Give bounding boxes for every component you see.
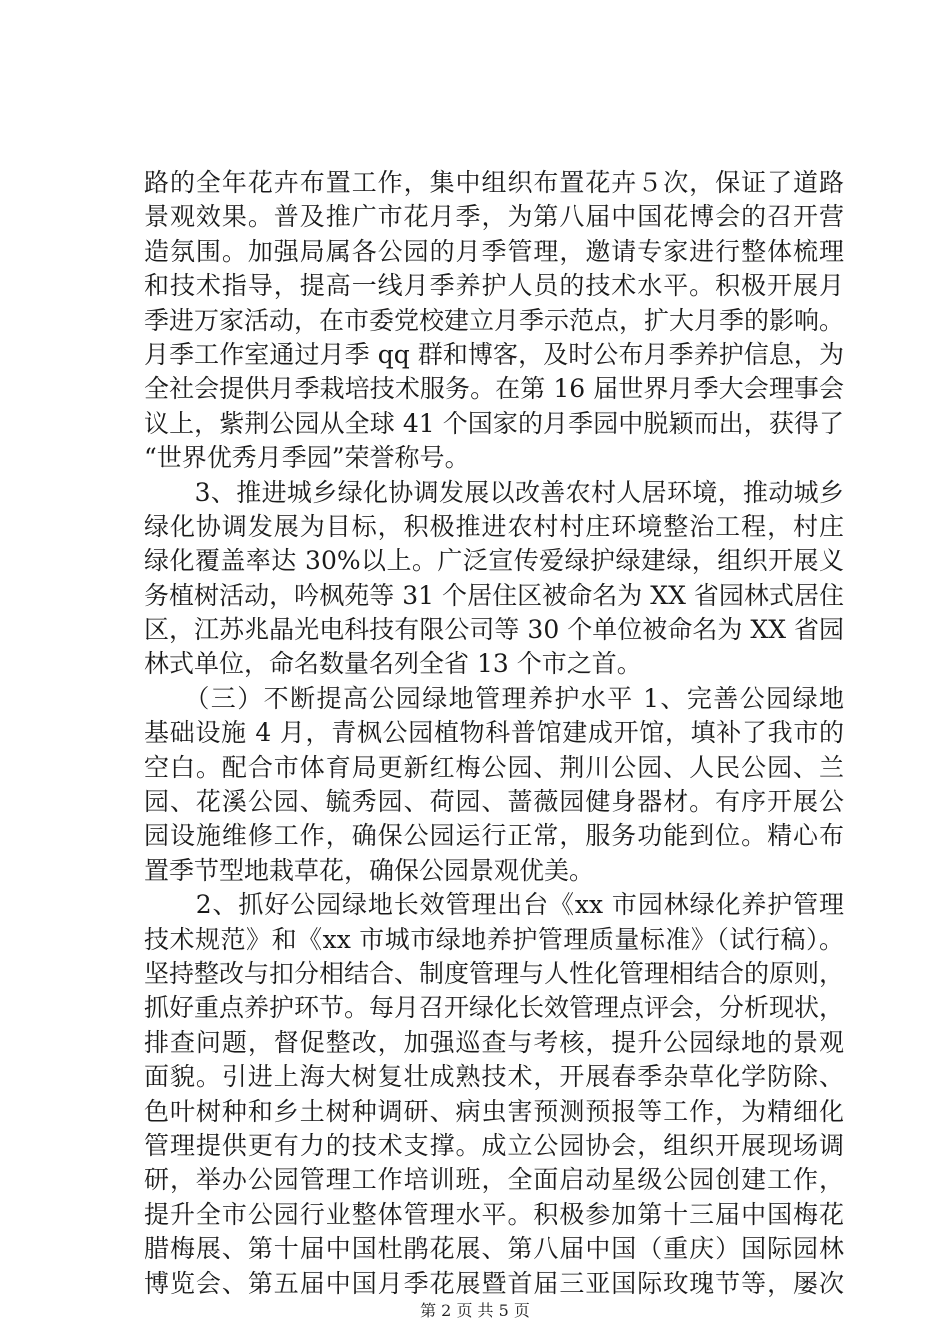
text-line: 园设施维修工作，确保公园运行正常，服务功能到位。精心布: [144, 821, 844, 851]
text-line: 月季工作室通过月季 qq 群和博客，及时公布月季养护信息，为: [144, 339, 844, 369]
text-line: 腊梅展、第十届中国杜鹃花展、第八届中国（重庆）国际园林: [144, 1234, 844, 1264]
text-line: 区，江苏兆晶光电科技有限公司等 30 个单位被命名为 XX 省园: [144, 615, 844, 645]
text-line: 博览会、第五届中国月季花展暨首届三亚国际玫瑰节等，屡次: [144, 1268, 844, 1298]
text-line: “世界优秀月季园”荣誉称号。: [144, 443, 470, 473]
text-line: 绿化覆盖率达 30%以上。广泛宣传爱绿护绿建绿，组织开展义: [144, 546, 844, 576]
text-line: 抓好重点养护环节。每月召开绿化长效管理点评会，分析现状，: [144, 993, 845, 1023]
text-line: 坚持整改与扣分相结合、制度管理与人性化管理相结合的原则，: [144, 958, 845, 988]
text-line: 路的全年花卉布置工作，集中组织布置花卉５次，保证了道路: [144, 168, 844, 197]
text-line: 2、抓好公园绿地长效管理出台《xx 市园林绿化养护管理: [144, 890, 844, 920]
text-line: 色叶树种和乡土树种调研、病虫害预测预报等工作，为精细化: [144, 1096, 844, 1126]
text-line: 造氛围。加强局属各公园的月季管理，邀请专家进行整体梳理: [144, 236, 844, 266]
text-line: 置季节型地栽草花，确保公园景观优美。: [144, 855, 595, 885]
text-line: 绿化协调发展为目标，积极推进农村村庄环境整治工程，村庄: [144, 511, 844, 541]
text-line: 季进万家活动，在市委党校建立月季示范点，扩大月季的影响。: [144, 305, 845, 335]
text-line: 议上，紫荆公园从全球 41 个国家的月季园中脱颖而出，获得了: [144, 408, 844, 438]
text-line: 林式单位，命名数量名列全省 13 个市之首。: [144, 649, 642, 679]
text-line: 技术规范》和《xx 市城市绿地养护管理质量标准》（试行稿）。: [144, 924, 844, 954]
text-line: 管理提供更有力的技术支撑。成立公园协会，组织开展现场调: [144, 1130, 844, 1160]
text-line: 园、花溪公园、毓秀园、荷园、蔷薇园健身器材。有序开展公: [144, 787, 844, 817]
page-footer: 第 2 页 共 5 页: [420, 1301, 530, 1320]
text-line: 和技术指导，提高一线月季养护人员的技术水平。积极开展月: [144, 271, 844, 301]
text-line: 务植树活动，吟枫苑等 31 个居住区被命名为 XX 省园林式居住: [144, 580, 844, 610]
text-line: 研，举办公园管理工作培训班，全面启动星级公园创建工作，: [144, 1165, 844, 1195]
text-line: 全社会提供月季栽培技术服务。在第 16 届世界月季大会理事会: [144, 374, 844, 404]
text-line: 景观效果。普及推广市花月季，为第八届中国花博会的召开营: [144, 202, 844, 232]
text-line: 空白。配合市体育局更新红梅公园、荆川公园、人民公园、兰: [144, 752, 844, 782]
text-line: （三）不断提高公园绿地管理养护水平 1、完善公园绿地: [144, 683, 844, 713]
text-line: 基础设施 4 月，青枫公园植物科普馆建成开馆，填补了我市的: [144, 718, 844, 748]
text-line: 排查问题，督促整改，加强巡查与考核，提升公园绿地的景观: [144, 1027, 844, 1057]
text-line: 提升全市公园行业整体管理水平。积极参加第十三届中国梅花: [144, 1199, 844, 1229]
document-body: [144, 166, 844, 1301]
text-line: 面貌。引进上海大树复壮成熟技术，开展春季杂草化学防除、: [144, 1062, 844, 1092]
text-line: 3、推进城乡绿化协调发展以改善农村人居环境，推动城乡: [144, 477, 844, 507]
